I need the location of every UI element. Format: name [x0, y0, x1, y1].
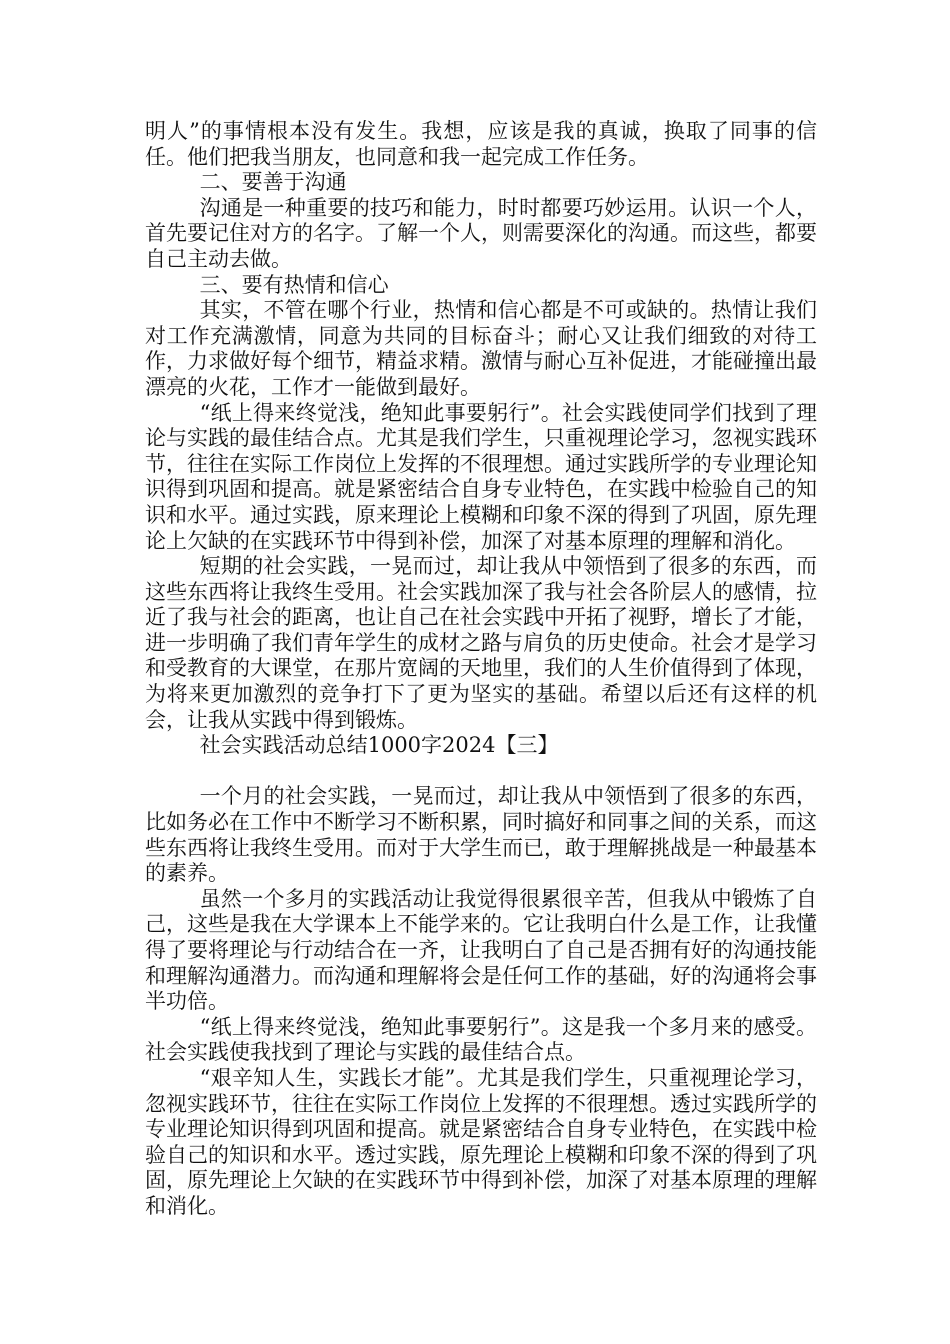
document-body — [145, 119, 817, 1220]
paragraph-communication: 沟通是一种重要的技巧和能力，时时都要巧妙运用。认识一个人，首先要记住对方的名字。了解一个人，则需要深化的沟通。而这些，都要自己主动去做。 — [145, 195, 817, 271]
paragraph-passion: 其实，不管在哪个行业，热情和信心都是不可或缺的。热情让我们对工作充满激情，同意为共同的目标奋斗；耐心又让我们细致的对待工作，力求做好每个细节，精益求精。激情与耐心互补促进，才能碰撞出最漂亮的火花，工作才一能做到最好。 — [145, 298, 817, 399]
section-title-part-three: 社会实践活动总结1000字2024【三】 — [199, 733, 559, 758]
section-heading-communication: 二、要善于沟通 — [199, 170, 347, 195]
paragraph-quote-feeling: “纸上得来终觉浅，绝知此事要躬行”。这是我一个多月来的感受。社会实践使我找到了理论与实践的最佳结合点。 — [145, 1014, 817, 1065]
paragraph-tired-but-growing: 虽然一个多月的实践活动让我觉得很累很辛苦，但我从中锻炼了自己，这些是我在大学课本上不能学来的。它让我明白什么是工作，让我懂得了要将理论与行动结合在一齐，让我明白了自己是否拥有好的沟通技能和理解沟通潜力。而沟通和理解将会是任何工作的基础，好的沟通将会事半功倍。 — [145, 886, 817, 1014]
blank-line — [145, 759, 817, 785]
section-heading-passion: 三、要有热情和信心 — [199, 272, 389, 297]
paragraph-short-practice: 短期的社会实践，一晃而过，却让我从中领悟到了很多的东西，而这些东西将让我终生受用。社会实践加深了我与社会各阶层人的感情，拉近了我与社会的距离，也让自己在社会实践中开拓了视野，增长了才能，进一步明确了我们青年学生的成材之路与肩负的历史使命。社会才是学习和受教育的大课堂，在那片宽阔的天地里，我们的人生价值得到了体现，为将来更加激烈的竞争打下了更为坚实的基础。希望以后还有这样的机会，让我从实践中得到锻炼。 — [145, 554, 817, 732]
paragraph-continuation: 明人”的事情根本没有发生。我想，应该是我的真诚，换取了同事的信任。他们把我当朋友，也同意和我一起完成工作任务。 — [145, 119, 817, 169]
paragraph-one-month: 一个月的社会实践，一晃而过，却让我从中领悟到了很多的东西，比如务必在工作中不断学习不断积累，同时搞好和同事之间的关系，而这些东西将让我终生受用。而对于大学生而已，敢于理解挑战是一种最基本的素养。 — [145, 784, 817, 886]
paragraph-hardship-quote: “艰辛知人生，实践长才能”。尤其是我们学生，只重视理论学习，忽视实践环节，往往在实际工作岗位上发挥的不很理想。透过实践所学的专业理论知识得到巩固和提高。就是紧密结合自身专业特色，在实践中检验自己的知识和水平。透过实践，原先理论上模糊和印象不深的得到了巩固，原先理论上欠缺的在实践环节中得到补偿，加深了对基本原理的理解和消化。 — [145, 1065, 817, 1218]
paragraph-theory-practice: “纸上得来终觉浅，绝知此事要躬行”。社会实践使同学们找到了理论与实践的最佳结合点。尤其是我们学生，只重视理论学习，忽视实践环节，往往在实际工作岗位上发挥的不很理想。通过实践所学的专业理论知识得到巩固和提高。就是紧密结合自身专业特色，在实践中检验自己的知识和水平。通过实践，原来理论上模糊和印象不深的得到了巩固，原先理论上欠缺的在实践环节中得到补偿，加深了对基本原理的理解和消化。 — [145, 400, 817, 553]
